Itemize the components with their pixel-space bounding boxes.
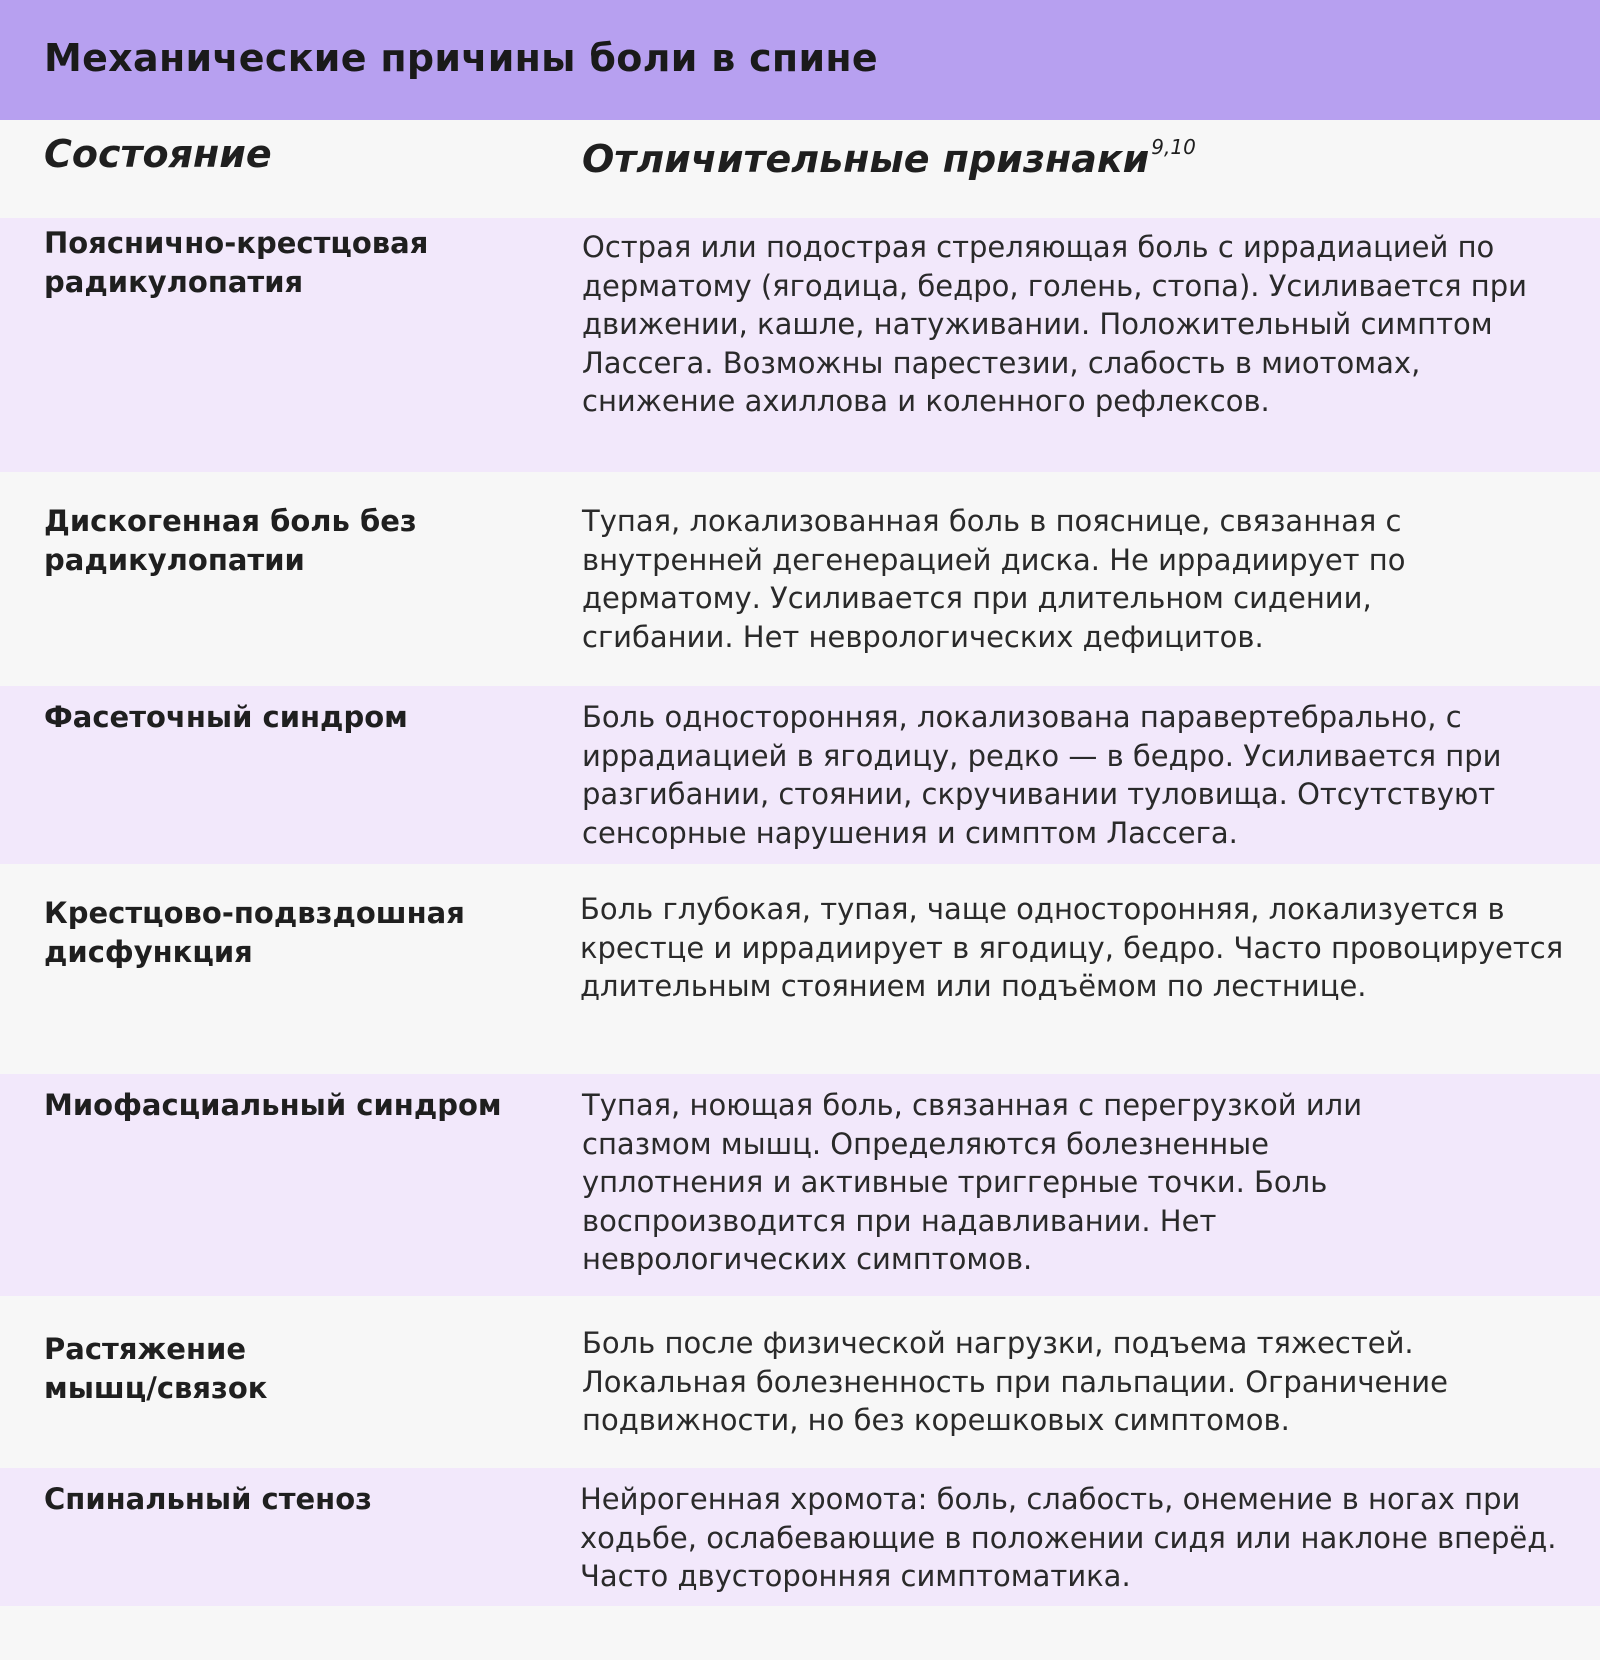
condition-name: Растяжение мышц/связок xyxy=(44,1332,268,1405)
title-banner xyxy=(0,0,1600,120)
table-row xyxy=(0,1296,1600,1468)
condition-name: Спинальный стеноз xyxy=(44,1482,372,1516)
condition-description: Боль глубокая, тупая, чаще односторонняя, локализуется в крестце и иррадиирует в ягодицу, бедро. Часто провоцируется длительным стоянием или подъёмом по лестнице. xyxy=(580,892,1564,1003)
condition-description: Нейрогенная хромота: боль, слабость, онемение в ногах при ходьбе, ослабевающие в положении сидя или наклоне вперёд. Часто двусторонняя симптоматика. xyxy=(580,1482,1557,1593)
table-row xyxy=(0,1468,1600,1606)
condition-name: Фасеточный синдром xyxy=(44,700,408,734)
condition-name: Дискогенная боль без радикулопатии xyxy=(44,504,417,577)
reference-superscript: 9,10 xyxy=(1151,135,1196,159)
table-row xyxy=(0,686,1600,864)
condition-description: Боль односторонняя, локализована паравертебрально, с иррадиацией в ягодицу, редко — в бедро. Усиливается при разгибании, стоянии, скручивании туловища. Отсутствуют сенсорные нарушения и симптом Лассега. xyxy=(582,700,1502,850)
table-row xyxy=(0,864,1600,1074)
column-header-condition: Состояние xyxy=(44,132,272,176)
table-row xyxy=(0,472,1600,686)
condition-description: Тупая, локализованная боль в пояснице, связанная с внутренней дегенерацией диска. Не иррадиирует по дерматому. Усиливается при длительном сидении, сгибании. Нет неврологических дефицитов. xyxy=(582,504,1406,654)
column-header-features xyxy=(582,135,1196,181)
condition-description: Острая или подострая стреляющая боль с иррадиацией по дерматому (ягодица, бедро, голень, стопа). Усиливается при движении, кашле, натуживании. Положительный симптом Лассега. Возможны парестезии, слабость в миотомах, снижение ахиллова и коленного рефлексов. xyxy=(582,230,1527,418)
column-header-features-label: Отличительные признаки xyxy=(582,137,1150,181)
condition-name: Миофасциальный синдром xyxy=(44,1088,502,1122)
condition-description: Тупая, ноющая боль, связанная с перегрузкой или спазмом мышц. Определяются болезненные уплотнения и активные триггерные точки. Боль воспроизводится при надавливании. Нет неврологических симптомов. xyxy=(582,1088,1363,1276)
condition-description: Боль после физической нагрузки, подъема тяжестей. Локальная болезненность при пальпации. Ограничение подвижности, но без корешковых симптомов. xyxy=(582,1326,1448,1437)
table-row xyxy=(0,218,1600,472)
table-row xyxy=(0,1074,1600,1296)
page-title: Механические причины боли в спине xyxy=(44,36,879,80)
condition-name: Пояснично-крестцовая радикулопатия xyxy=(44,226,429,299)
condition-name: Крестцово-подвздошная дисфункция xyxy=(44,896,465,969)
